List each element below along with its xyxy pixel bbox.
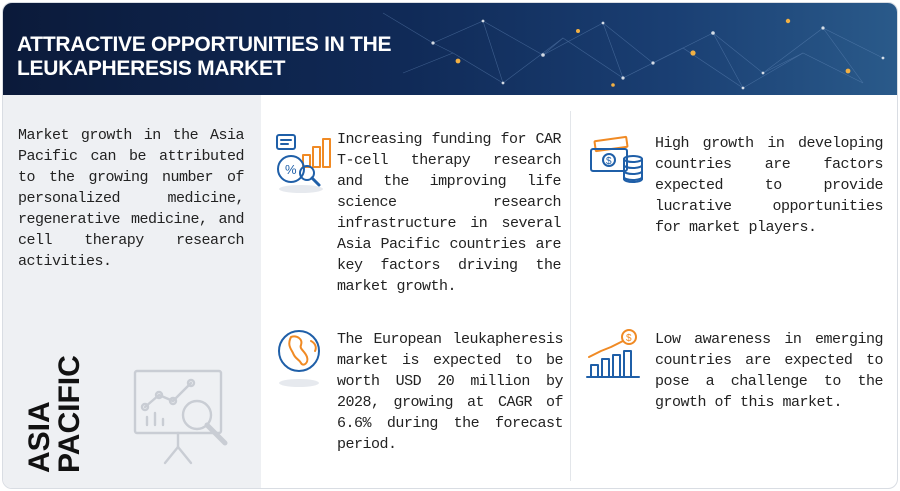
item-text-awareness: Low awareness in emerging countries are expected to pose a challenge to the growth of this market. (655, 331, 883, 411)
region-label (25, 353, 105, 473)
presentation-board-magnifier-icon (131, 367, 237, 467)
opportunities-card (2, 2, 898, 489)
funding-chart-icon (273, 131, 335, 195)
left-panel (3, 95, 261, 489)
region-summary-text: Market growth in the Asia Pacific can be attributed to the growing number of personalized medicine, regenerative medicine, and cell therapy research activities. (18, 127, 244, 270)
item-text-european: The European leukapheresis market is expected to be worth USD 20 million by 2028, growing at CAGR of 6.6% during the forecast period. (337, 331, 563, 453)
svg-text:%: % (285, 162, 297, 177)
growth-bars-dollar-icon (585, 327, 645, 381)
page-title: ATTRACTIVE OPPORTUNITIES IN THE LEUKAPHERESIS MARKET (17, 33, 392, 80)
region-name: ASIA PACIFIC (23, 355, 86, 473)
money-coins-icon (589, 135, 649, 191)
header-banner (3, 3, 897, 95)
column-divider (570, 111, 571, 481)
globe-icon (273, 325, 331, 389)
item-text-growth: High growth in developing countries are factors expected to provide lucrative opportunities for market players. (655, 135, 883, 236)
svg-text:$: $ (626, 333, 632, 344)
item-text-funding: Increasing funding for CAR T-cell therapy research and the improving life science research infrastructure in several Asia Pacific countries are key factors driving the market growth. (337, 131, 561, 295)
svg-text:$: $ (606, 156, 612, 167)
